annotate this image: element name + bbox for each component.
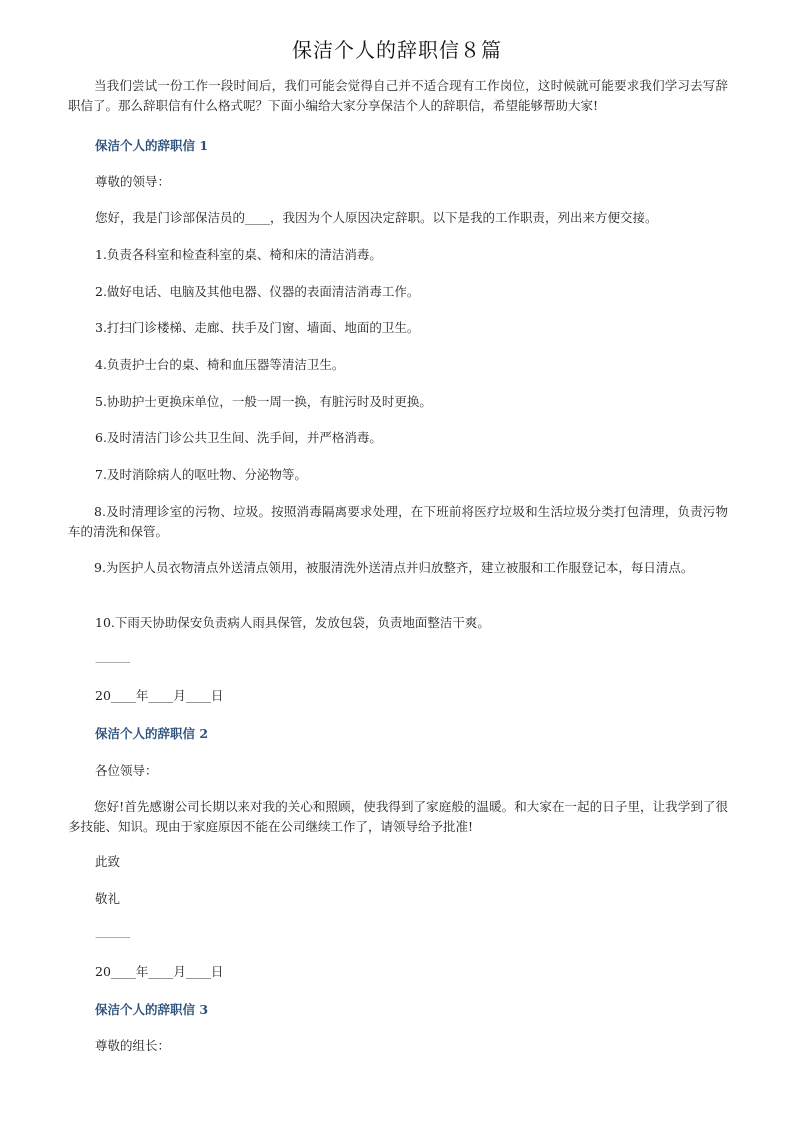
letter-2-closing-2: 敬礼	[95, 891, 121, 906]
list-item: 10.下雨天协助保安负责病人雨具保管，发放包袋，负责地面整洁干爽。	[95, 615, 490, 630]
list-item: 8.及时清理诊室的污物、垃圾。按照消毒隔离要求处理，在下班前将医疗垃圾和生活垃圾分类打包清理，负责污物车的清洗和保管。	[68, 504, 728, 539]
list-item: 2.做好电话、电脑及其他电器、仪器的表面清洁消毒工作。	[95, 284, 420, 299]
letter-1-signature-line: ———	[95, 654, 130, 669]
letter-2-date: 20____年____月____日	[95, 964, 224, 979]
intro-paragraph: 当我们尝试一份工作一段时间后，我们可能会觉得自己并不适合现有工作岗位，这时候就可能要求我们学习去写辞职信了。那么辞职信有什么格式呢？下面小编给大家分享保洁个人的辞职信，希望能够帮助大家!	[68, 78, 728, 113]
list-item: 5.协助护士更换床单位，一般一周一换，有脏污时及时更换。	[95, 394, 432, 409]
letter-3-salutation: 尊敬的组长：	[95, 1038, 171, 1053]
letter-2-heading: 保洁个人的辞职信 2	[95, 726, 209, 741]
letter-2-salutation: 各位领导：	[95, 763, 158, 778]
letter-1-date: 20____年____月____日	[95, 688, 224, 703]
letter-1-salutation: 尊敬的领导：	[95, 174, 171, 189]
letter-2-body: 您好!首先感谢公司长期以来对我的关心和照顾，使我得到了家庭般的温暖。和大家在一起的日子里，让我学到了很多技能、知识。现由于家庭原因不能在公司继续工作了，请领导给予批准!	[68, 799, 728, 834]
list-item: 3.打扫门诊楼梯、走廊、扶手及门窗、墙面、地面的卫生。	[95, 320, 420, 335]
list-item: 6.及时清洁门诊公共卫生间、洗手间，并严格消毒。	[95, 430, 382, 445]
letter-3-heading: 保洁个人的辞职信 3	[95, 1002, 209, 1017]
list-item: 1.负责各科室和检查科室的桌、椅和床的清洁消毒。	[95, 247, 382, 262]
letter-1-opening: 您好，我是门诊部保洁员的____，我因为个人原因决定辞职。以下是我的工作职责，列出来方便交接。	[95, 210, 658, 225]
letter-1-heading: 保洁个人的辞职信 1	[95, 138, 209, 153]
list-item: 9.为医护人员衣物清点外送清点领用，被服清洗外送清点并归放整齐，建立被服和工作服登记本，每日清点。	[94, 560, 694, 575]
list-item: 4.负责护士台的桌、椅和血压器等清洁卫生。	[95, 357, 345, 372]
letter-2-signature-line: ———	[95, 929, 130, 944]
list-item: 7.及时消除病人的呕吐物、分泌物等。	[95, 467, 307, 482]
letter-2-closing-1: 此致	[95, 854, 121, 869]
page-title: 保洁个人的辞职信８篇	[292, 38, 502, 62]
